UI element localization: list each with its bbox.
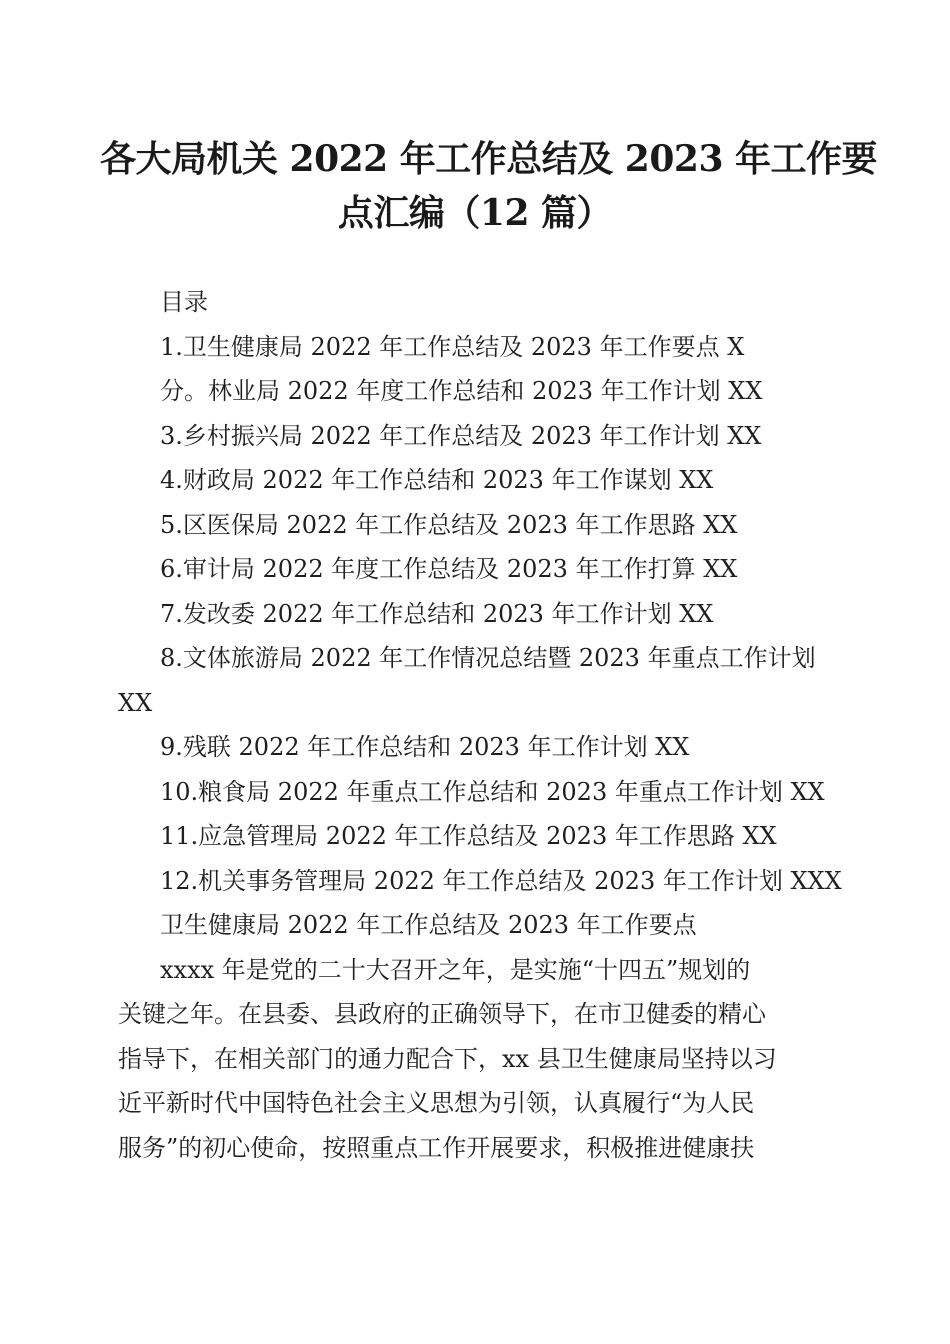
toc-item: 3.乡村振兴局 2022 年工作总结及 2023 年工作计划 XX (160, 421, 762, 450)
title-line-1: 各大局机关 2022 年工作总结及 2023 年工作要 (100, 138, 878, 180)
toc-item: 1.卫生健康局 2022 年工作总结及 2023 年工作要点 X (160, 332, 745, 361)
toc-item: 11.应急管理局 2022 年工作总结及 2023 年工作思路 XX (160, 822, 777, 850)
section-heading: 卫生健康局 2022 年工作总结及 2023 年工作要点 (160, 911, 697, 939)
document-body (118, 280, 842, 1170)
title-line-2: 点汇编（12 篇） (337, 192, 613, 234)
toc-heading: 目录 (160, 288, 208, 316)
toc-item: 8.文体旅游局 2022 年工作情况总结暨 2023 年重点工作计划 (160, 644, 816, 672)
paragraph-line: 指导下，在相关部门的通力配合下，xx 县卫生健康局坚持以习 (118, 1044, 777, 1073)
toc-item: 分。林业局 2022 年度工作总结和 2023 年工作计划 XX (160, 377, 763, 405)
paragraph-line: 服务”的初心使命，按照重点工作开展要求，积极推进健康扶 (118, 1133, 755, 1162)
toc-item: 10.粮食局 2022 年重点工作总结和 2023 年重点工作计划 XX (160, 777, 825, 806)
toc-item: 6.审计局 2022 年度工作总结及 2023 年工作打算 XX (160, 555, 738, 583)
paragraph-line: 近平新时代中国特色社会主义思想为引领，认真履行“为人民 (118, 1089, 755, 1117)
toc-item: 9.残联 2022 年工作总结和 2023 年工作计划 XX (160, 733, 690, 761)
toc-item: 4.财政局 2022 年工作总结和 2023 年工作谋划 XX (160, 466, 714, 494)
toc-item: 5.区医保局 2022 年工作总结及 2023 年工作思路 XX (160, 510, 738, 539)
toc-item: 7.发改委 2022 年工作总结和 2023 年工作计划 XX (160, 599, 714, 628)
paragraph-line: 关键之年。在县委、县政府的正确领导下，在市卫健委的精心 (118, 1000, 766, 1028)
paragraph-line: xxxx 年是党的二十大召开之年，是实施“十四五”规划的 (160, 955, 751, 984)
document-title (100, 132, 878, 240)
toc-item-continuation: XX (118, 688, 153, 717)
toc-item: 12.机关事务管理局 2022 年工作总结及 2023 年工作计划 XXX (160, 866, 842, 895)
